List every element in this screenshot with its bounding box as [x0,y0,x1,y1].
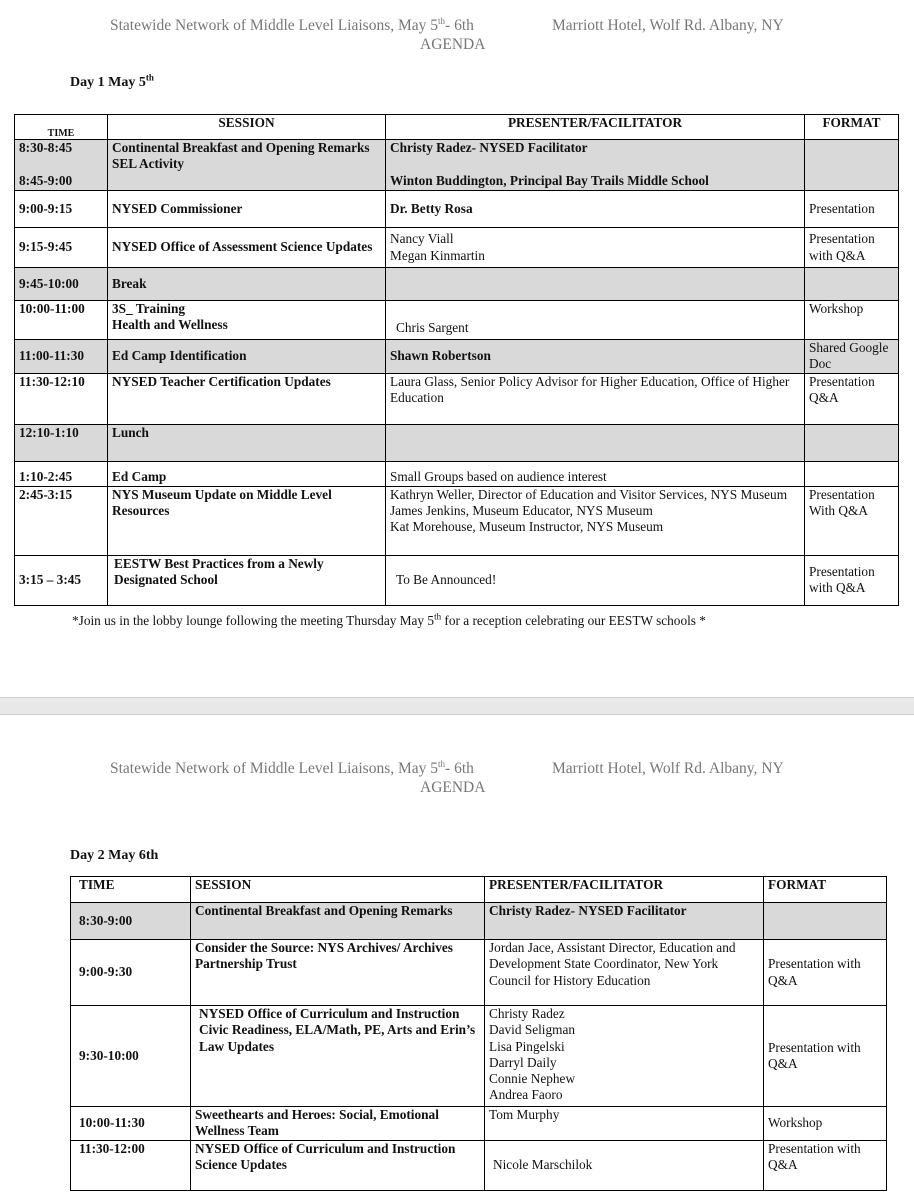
time-cell: 11:30-12:10 [15,373,108,424]
format-cell: Presentation with Q&A [805,228,899,268]
session-cell: NYSED Commissioner [108,191,386,228]
format-cell [805,424,899,461]
time-cell: 9:30-10:00 [71,1006,191,1107]
table-row [71,1140,887,1190]
table-row [15,228,899,268]
day1-title: Day 1 May 5th [70,72,154,90]
table-row [15,486,899,555]
time-cell: 11:30-12:00 [71,1140,191,1190]
presenter-cell: To Be Announced! [386,555,805,605]
col-time-header: TIME [71,877,191,903]
presenter-cell: Dr. Betty Rosa [386,191,805,228]
header-agenda: AGENDA [420,36,486,53]
time-cell: 2:45-3:15 [15,486,108,555]
session-cell: NYS Museum Update on Middle Level Resources [108,486,386,555]
format-cell: Presentation with Q&A [805,555,899,605]
time-cell: 9:00-9:15 [15,191,108,228]
format-cell [805,461,899,486]
format-cell: Presentation Q&A [805,373,899,424]
presenter-cell: Small Groups based on audience interest [386,461,805,486]
format-cell: Workshop [805,301,899,340]
day1-agenda-table [14,114,899,606]
header-event-title: Statewide Network of Middle Level Liaisons, May 5th- 6th [110,15,474,34]
col-presenter-header: PRESENTER/FACILITATOR [485,877,764,903]
presenter-cell: Tom Murphy [485,1107,764,1141]
session-cell: 3S_ Training Health and Wellness [108,301,386,340]
presenter-cell: Christy Radez David Seligman Lisa Pingelski Darryl Daily Connie Nephew Andrea Faoro [485,1006,764,1107]
presenter-cell [386,268,805,301]
presenter-cell: Nicole Marschilok [485,1140,764,1190]
day2-header-row [71,877,887,903]
table-row [71,903,887,940]
session-cell: Continental Breakfast and Opening Remarks [191,903,485,940]
table-row [71,1006,887,1107]
format-cell: Presentation with Q&A [764,1140,887,1190]
session-cell: Break [108,268,386,301]
presenter-cell: Chris Sargent [386,301,805,340]
session-cell: Ed Camp Identification [108,340,386,374]
col-session-header: SESSION [191,877,485,903]
time-cell: 12:10-1:10 [15,424,108,461]
format-cell: Presentation [805,191,899,228]
format-cell [805,268,899,301]
table-row [15,268,899,301]
presenter-cell: Shawn Robertson [386,340,805,374]
format-cell: Shared Google Doc [805,340,899,374]
time-cell: 8:30-8:45 8:45-9:00 [15,140,108,191]
table-row [15,340,899,374]
format-cell: Presentation With Q&A [805,486,899,555]
time-cell: 10:00-11:00 [15,301,108,340]
format-cell [805,140,899,191]
col-format-header: FORMAT [764,877,887,903]
presenter-cell: Nancy Viall Megan Kinmartin [386,228,805,268]
table-row [15,555,899,605]
table-row [71,940,887,1006]
page-separator [0,697,914,715]
presenter-cell: Jordan Jace, Assistant Director, Education and Development State Coordinator, New York Council for History Education [485,940,764,1006]
reception-note: *Join us in the lobby lounge following the meeting Thursday May 5th for a reception celebrating our EESTW schools * [72,611,706,628]
session-cell: Continental Breakfast and Opening Remarks SEL Activity [108,140,386,191]
day2-title: Day 2 May 6th [70,848,159,863]
time-cell: 8:30-9:00 [71,903,191,940]
header-venue: Marriott Hotel, Wolf Rd. Albany, NY [552,760,784,777]
page-2 [0,715,914,1200]
presenter-cell: Christy Radez- NYSED Facilitator [485,903,764,940]
session-cell: NYSED Office of Curriculum and Instruction Science Updates [191,1140,485,1190]
header-venue: Marriott Hotel, Wolf Rd. Albany, NY [552,17,784,34]
col-session-header: SESSION [108,115,386,140]
presenter-cell: Laura Glass, Senior Policy Advisor for Higher Education, Office of Higher Education [386,373,805,424]
time-cell: 11:00-11:30 [15,340,108,374]
day1-header-row [15,115,899,140]
time-cell: 9:15-9:45 [15,228,108,268]
session-cell: EESTW Best Practices from a Newly Designated School [108,555,386,605]
table-row [15,461,899,486]
day2-agenda-table [70,876,887,1191]
time-cell: 10:00-11:30 [71,1107,191,1141]
session-cell: Sweethearts and Heroes: Social, Emotional Wellness Team [191,1107,485,1141]
time-cell: 9:00-9:30 [71,940,191,1006]
time-cell: 9:45-10:00 [15,268,108,301]
format-cell: Workshop [764,1107,887,1141]
table-row [15,424,899,461]
time-cell: 3:15 – 3:45 [15,555,108,605]
table-row [15,191,899,228]
table-row [15,301,899,340]
session-cell: NYSED Teacher Certification Updates [108,373,386,424]
table-row [71,1107,887,1141]
col-format-header: FORMAT [805,115,899,140]
table-row [15,140,899,191]
table-row [15,373,899,424]
session-cell: NYSED Office of Assessment Science Updates [108,228,386,268]
presenter-cell: Christy Radez- NYSED Facilitator Winton Buddington, Principal Bay Trails Middle School [386,140,805,191]
format-cell: Presentation with Q&A [764,940,887,1006]
session-cell: NYSED Office of Curriculum and Instruction Civic Readiness, ELA/Math, PE, Arts and Erin’s Law Updates [191,1006,485,1107]
header-agenda: AGENDA [420,779,486,796]
col-presenter-header: PRESENTER/FACILITATOR [386,115,805,140]
format-cell [764,903,887,940]
time-cell: 1:10-2:45 [15,461,108,486]
presenter-cell [386,424,805,461]
header-event-title: Statewide Network of Middle Level Liaisons, May 5th- 6th [110,758,474,777]
session-cell: Consider the Source: NYS Archives/ Archives Partnership Trust [191,940,485,1006]
format-cell: Presentation with Q&A [764,1006,887,1107]
presenter-cell: Kathryn Weller, Director of Education and Visitor Services, NYS Museum James Jenkins, Museum Educator, NYS Museum Kat Morehouse, Museum Instructor, NYS Museum [386,486,805,555]
session-cell: Ed Camp [108,461,386,486]
col-time-header: TIME [15,115,108,140]
session-cell: Lunch [108,424,386,461]
